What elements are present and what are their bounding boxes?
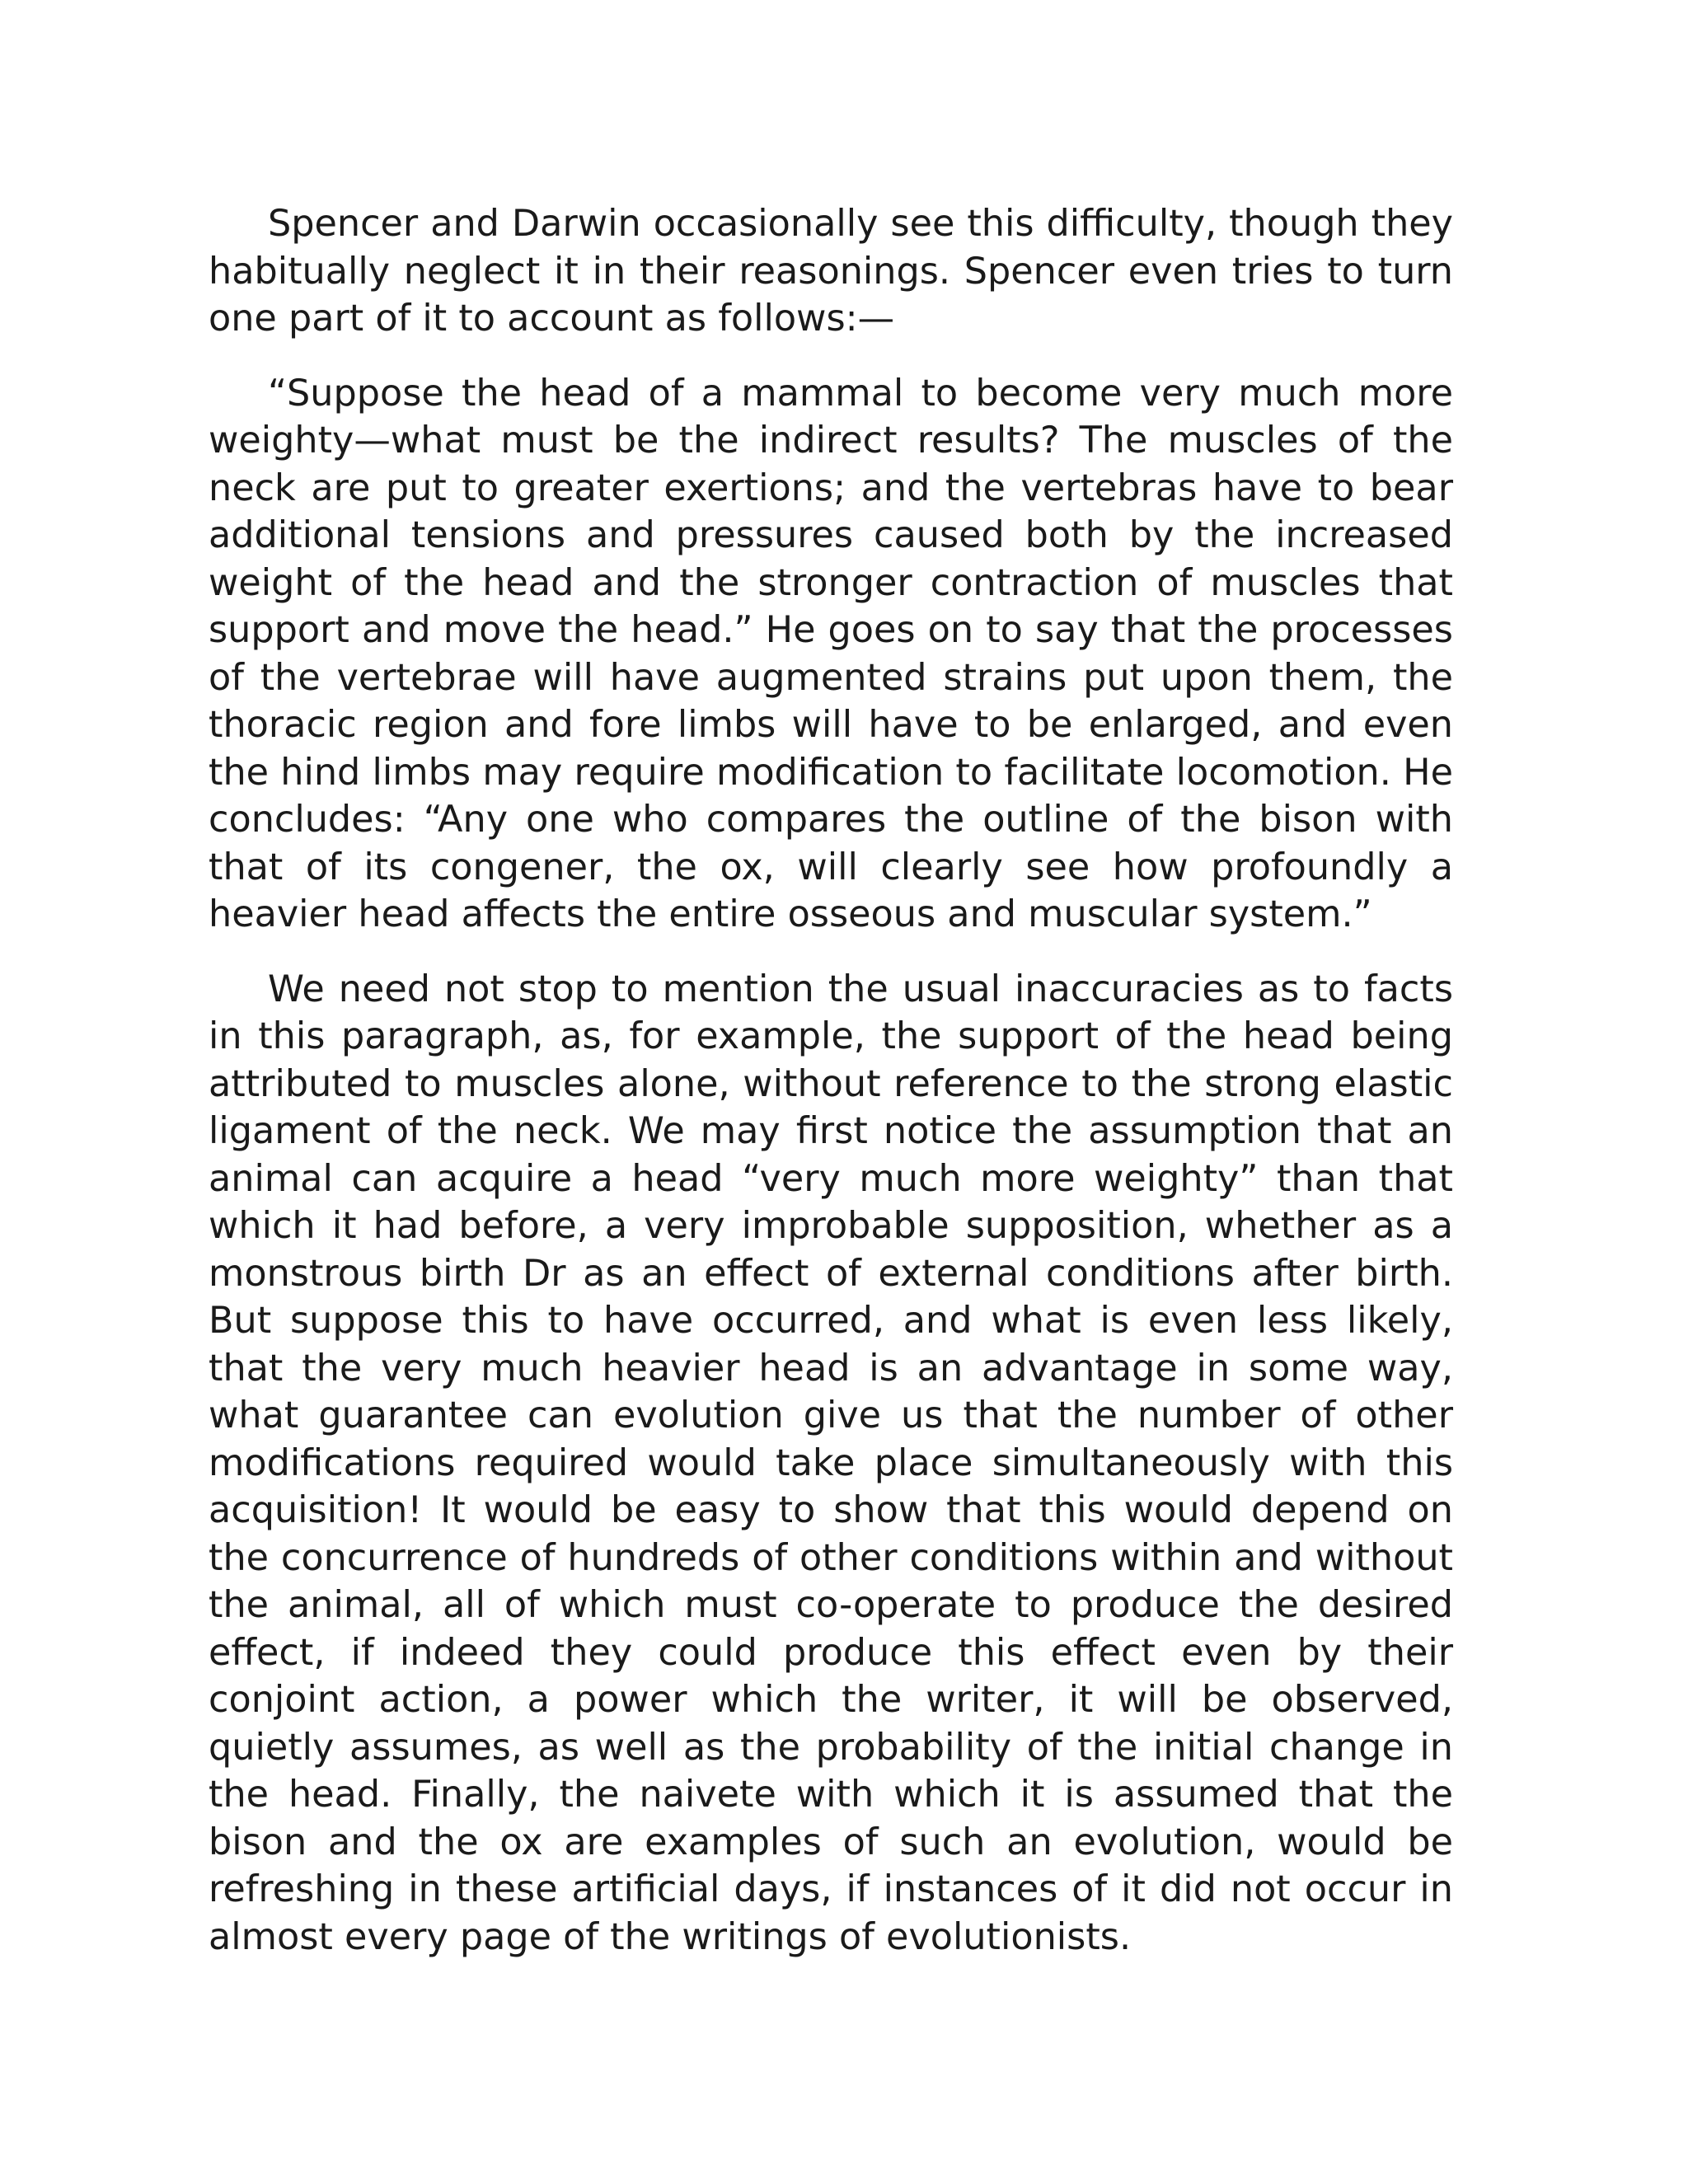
paragraph-2: “Suppose the head of a mammal to become very much more weighty—what must be the indirect results? The muscles of the neck are put to greater exertions; and the vertebras have to bear additional tensions and pressures caused both by the increased weight of the head and the stronger contraction of muscles that support and move the head.” He goes on to say that the processes of the vertebrae will have augmented strains put upon them, the thoracic region and fore limbs will have to be enlarged, and even the hind limbs may require modification to facilitate locomotion. He concludes: “Any one who compares the outline of the bison with that of its congener, the ox, will clearly see how profoundly a heavier head affects the entire osseous and muscular system.” xyxy=(209,372,1453,935)
body-text xyxy=(209,200,1453,1988)
paragraph-3: We need not stop to mention the usual inaccuracies as to facts in this paragraph, as, for example, the support of the head being attributed to muscles alone, without reference to the strong elastic ligament of the neck. We may first notice the assumption that an animal can acquire a head “very much more weighty” than that which it had before, a very improbable supposition, whether as a monstrous birth Dr as an effect of external conditions after birth. But suppose this to have occurred, and what is even less likely, that the very much heavier head is an advantage in some way, what guarantee can evolution give us that the number of other modifications required would take place simultaneously with this acquisition! It would be easy to show that this would depend on the concurrence of hundreds of other conditions within and without the animal, all of which must co-operate to produce the desired effect, if indeed they could produce this effect even by their conjoint action, a power which the writer, it will be observed, quietly assumes, as well as the probability of the initial change in the head. Finally, the naivete with which it is assumed that the bison and the ox are examples of such an evolution, would be refreshing in these artificial days, if instances of it did not occur in almost every page of the writings of evolutionists. xyxy=(209,968,1453,1958)
paragraph-1: Spencer and Darwin occasionally see this difficulty, though they habitually neglect it in their reasonings. Spencer even tries to turn one part of it to account as follows:— xyxy=(209,203,1453,340)
